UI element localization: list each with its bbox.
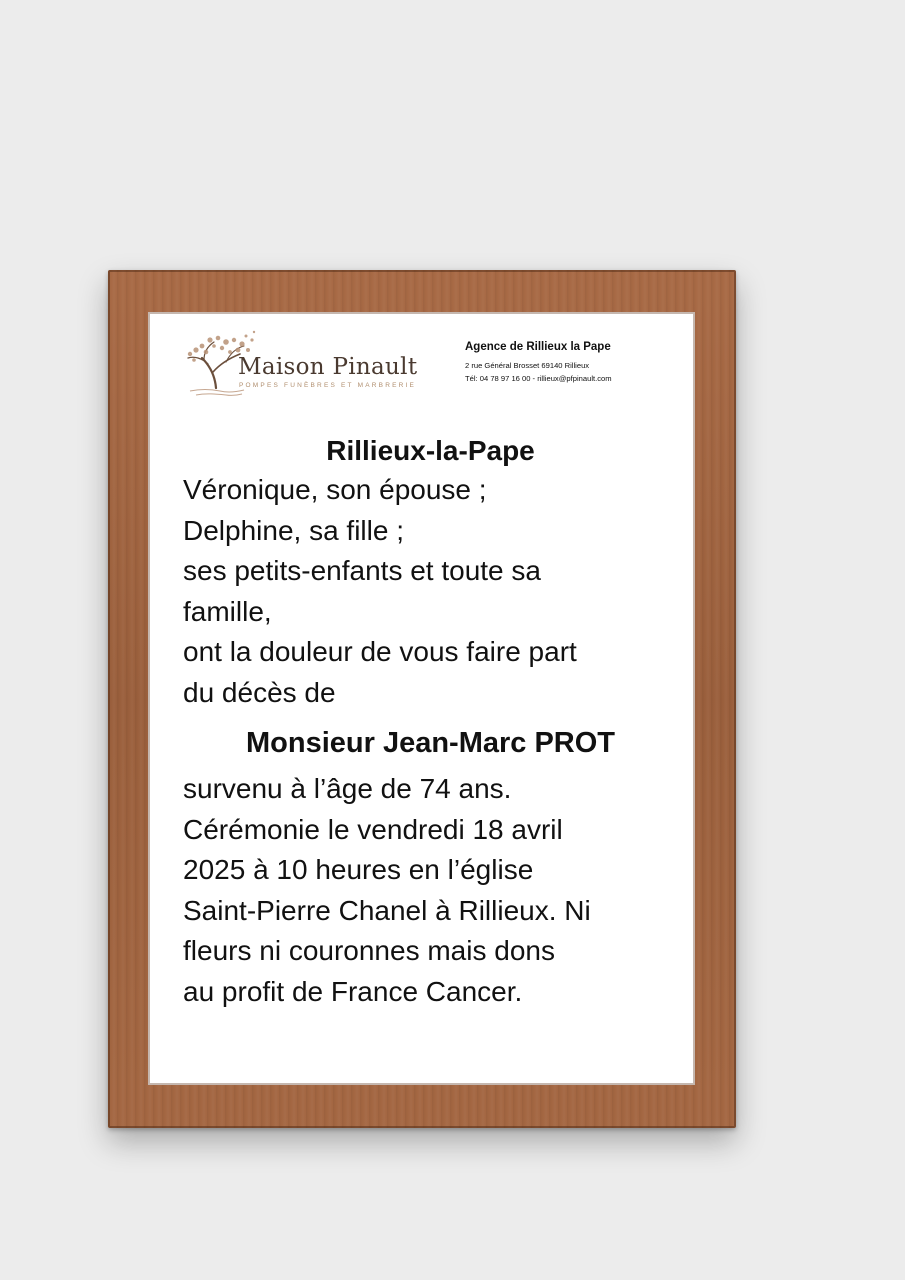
family-line: Véronique, son épouse ; — [183, 474, 487, 505]
family-line: Delphine, sa fille ; — [183, 514, 405, 546]
agency-info — [465, 341, 685, 385]
notice-city-heading: Rillieux-la-Pape — [326, 435, 535, 466]
details-line: fleurs ni couronnes mais dons — [183, 935, 555, 966]
maison-pinault-logo — [180, 322, 430, 408]
details-line: au profit de France Cancer. — [183, 975, 523, 1007]
agency-contact: Tél: 04 78 97 16 00 - rillieux@pfpinault.com — [465, 374, 612, 383]
brand-name: Maison Pinault — [238, 354, 418, 380]
wooden-frame — [108, 270, 736, 1128]
family-line: du décès de — [183, 676, 336, 708]
agency-name: Agence de Rillieux la Pape — [465, 341, 611, 353]
details-line: Saint-Pierre Chanel à Rillieux. Ni — [183, 894, 591, 926]
family-line: famille, — [183, 595, 272, 627]
brand-subtitle: POMPES FUNÈBRES ET MARBRERIE — [239, 382, 417, 389]
details-line: Cérémonie le vendredi 18 avril — [183, 813, 563, 845]
details-line: 2025 à 10 heures en l’église — [183, 854, 534, 885]
family-line: ses petits-enfants et toute sa — [183, 555, 541, 586]
agency-address: 2 rue Général Brosset 69140 Rillieux — [465, 361, 590, 370]
details-line: survenu à l’âge de 74 ans. — [183, 773, 512, 804]
obituary-notice-sheet — [148, 312, 695, 1085]
notice-body — [183, 432, 678, 1012]
deceased-name: Monsieur Jean-Marc PROT — [245, 727, 616, 759]
family-line: ont la douleur de vous faire part — [183, 636, 577, 667]
